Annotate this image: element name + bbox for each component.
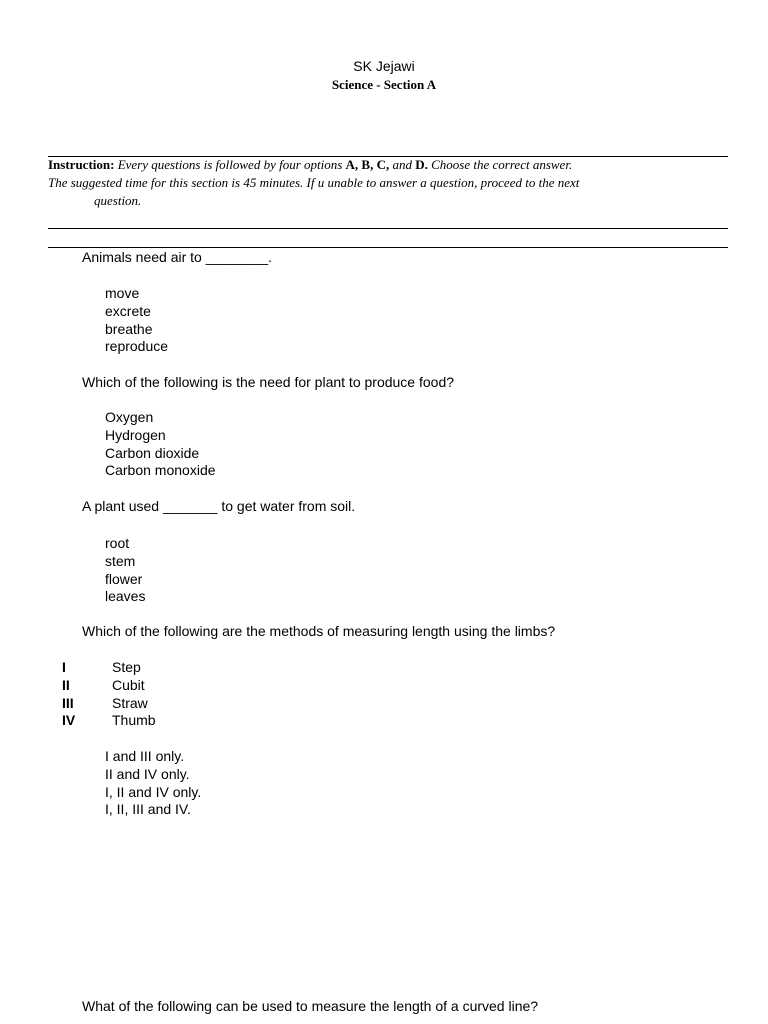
question-4: Which of the following are the methods of measuring length using the limbs? bbox=[82, 623, 556, 639]
question-1-options bbox=[105, 285, 168, 356]
statement-text: Step bbox=[112, 659, 141, 675]
instruction-text-2: Choose the correct answer. bbox=[431, 157, 573, 172]
question-1: Animals need air to ________. bbox=[82, 249, 272, 265]
question-3-options bbox=[105, 535, 145, 606]
statement-row bbox=[62, 659, 156, 677]
statement-text: Cubit bbox=[112, 676, 145, 693]
statement-row bbox=[62, 712, 156, 730]
option: I and III only. bbox=[105, 748, 185, 764]
option: flower bbox=[105, 570, 143, 587]
divider-middle bbox=[48, 228, 728, 229]
option: Carbon dioxide bbox=[105, 444, 200, 461]
option: Hydrogen bbox=[105, 426, 166, 443]
question-4-statements bbox=[62, 659, 156, 730]
option: II and IV only. bbox=[105, 765, 190, 782]
instruction-line-3: question. bbox=[94, 193, 142, 208]
instruction-and: and bbox=[392, 157, 412, 172]
option: breathe bbox=[105, 320, 153, 337]
option: move bbox=[105, 285, 140, 301]
question-2-options bbox=[105, 409, 216, 480]
option: leaves bbox=[105, 588, 146, 605]
instruction-line-2: The suggested time for this section is 45 minutes. If u unable to answer a question, proceed to the next bbox=[48, 175, 580, 190]
divider-bottom bbox=[48, 247, 728, 248]
question-5: What of the following can be used to measure the length of a curved line? bbox=[82, 998, 539, 1014]
option: stem bbox=[105, 552, 136, 569]
school-name: SK Jejawi bbox=[353, 58, 415, 74]
option: excrete bbox=[105, 302, 151, 319]
statement-text: Straw bbox=[112, 694, 148, 711]
instruction-block bbox=[48, 156, 728, 210]
instruction-options: A, B, C, bbox=[345, 157, 390, 172]
option: Oxygen bbox=[105, 409, 154, 425]
statement-text: Thumb bbox=[112, 712, 156, 729]
roman-numeral: I bbox=[62, 659, 66, 675]
option: I, II, III and IV. bbox=[105, 801, 191, 818]
section-title: Science - Section A bbox=[331, 77, 437, 92]
question-3: A plant used _______ to get water from soil. bbox=[82, 498, 356, 514]
roman-numeral: III bbox=[62, 694, 74, 711]
instruction-label: Instruction: bbox=[48, 157, 115, 172]
statement-row bbox=[62, 677, 156, 695]
option: I, II and IV only. bbox=[105, 783, 202, 800]
roman-numeral: IV bbox=[62, 712, 76, 729]
instruction-text-1: Every questions is followed by four options bbox=[117, 157, 343, 172]
option: reproduce bbox=[105, 338, 169, 355]
option: Carbon monoxide bbox=[105, 462, 216, 479]
roman-numeral: II bbox=[62, 676, 70, 693]
question-4-options bbox=[105, 748, 201, 819]
option: root bbox=[105, 535, 130, 551]
statement-row bbox=[62, 695, 156, 713]
question-2: Which of the following is the need for plant to produce food? bbox=[82, 374, 455, 390]
instruction-option-d: D. bbox=[415, 157, 428, 172]
